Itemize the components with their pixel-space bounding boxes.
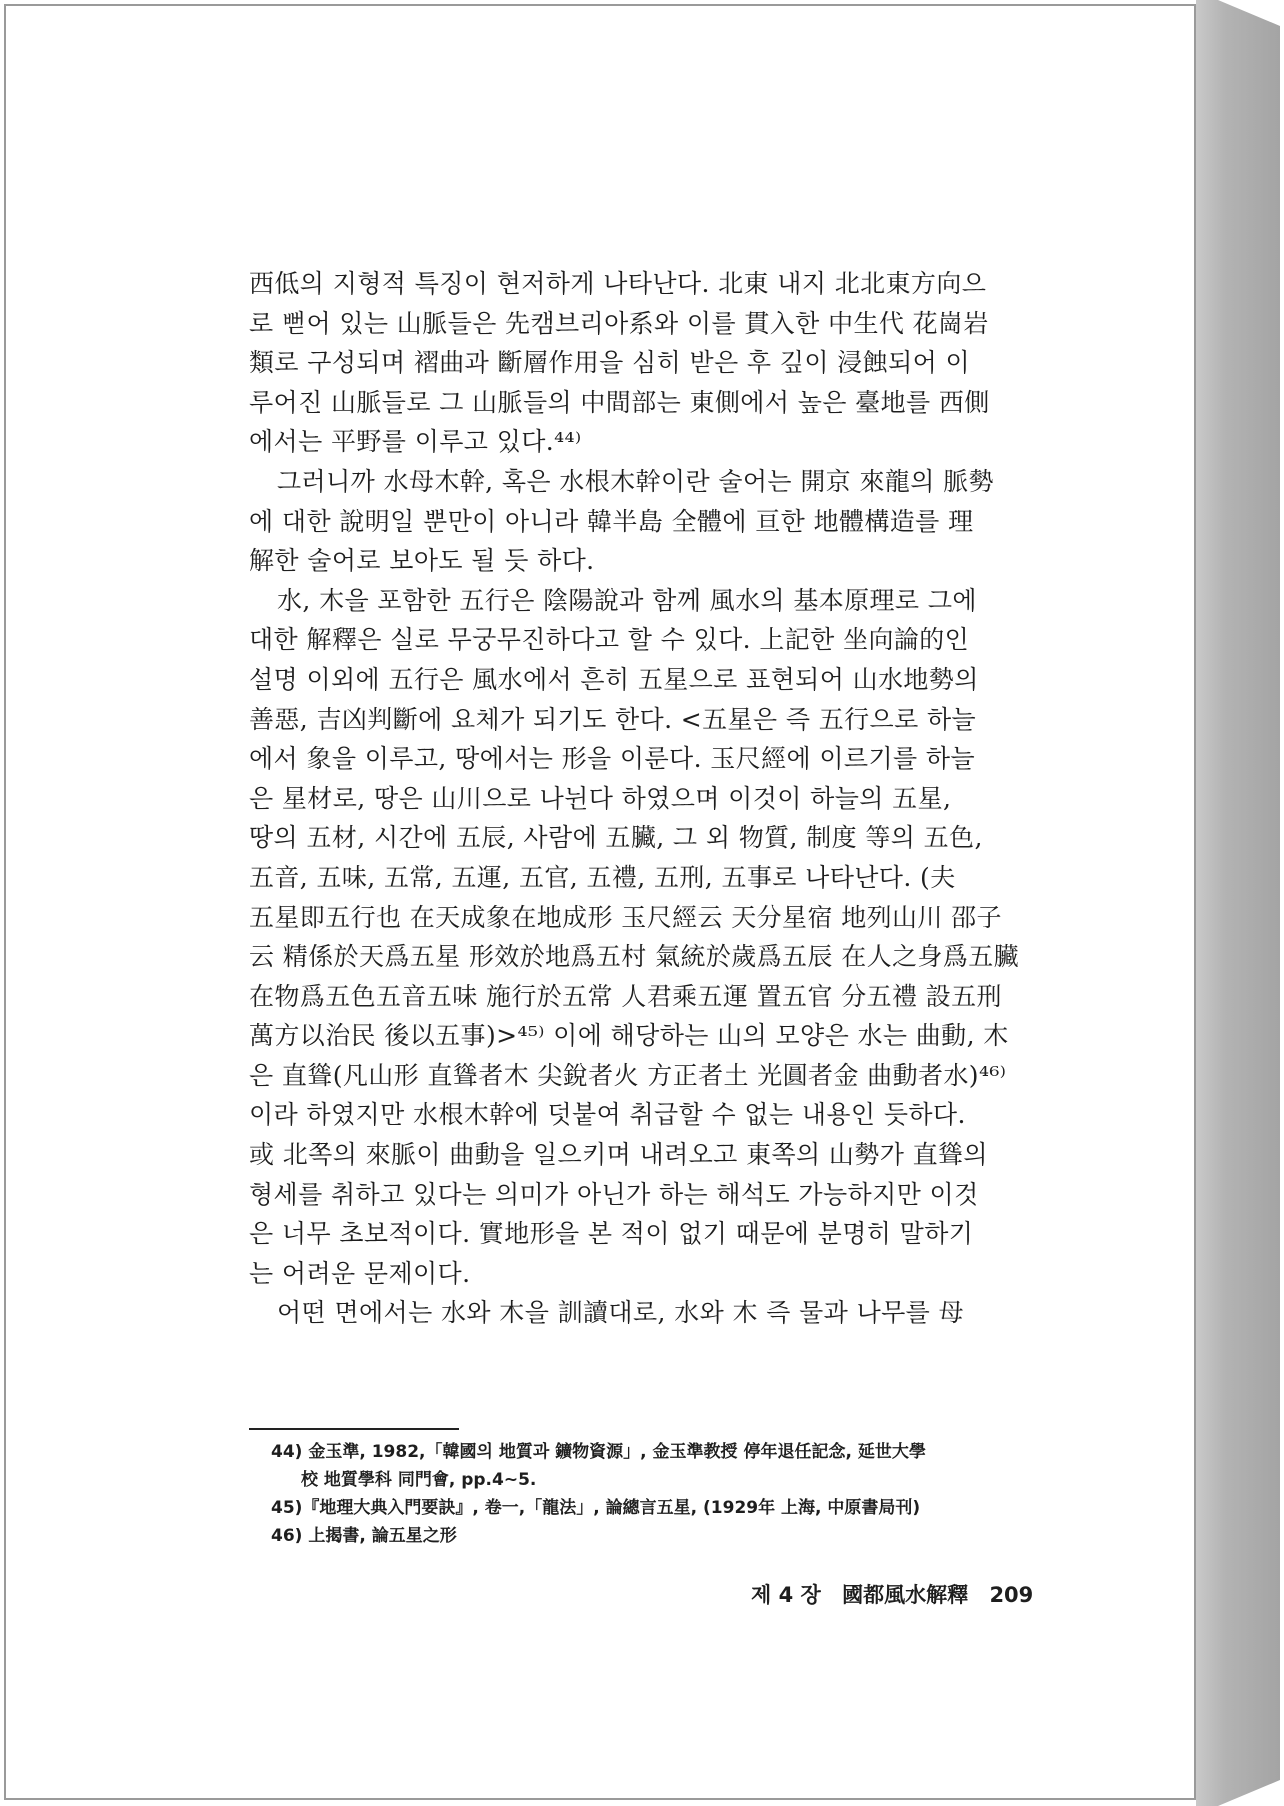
body-line: 어떤 면에서는 水와 木을 訓讀대로, 水와 木 즉 물과 나무를 母: [277, 1298, 964, 1328]
body-line: 云 精係於天爲五星 形效於地爲五村 氣統於歲爲五辰 在人之身爲五臟: [249, 942, 1019, 972]
body-line: 萬方以治民 後以五事)>⁴⁵⁾ 이에 해당하는 山의 모양은 水는 曲動, 木: [249, 1021, 1009, 1051]
book-page: [4, 4, 1196, 1800]
body-line: 은 直聳(凡山形 直聳者木 尖銳者火 方正者土 光圓者金 曲動者水)⁴⁶⁾: [249, 1060, 1007, 1090]
body-line: 五星即五行也 在天成象在地成形 玉尺經云 天分星宿 地列山川 邵子: [249, 902, 1002, 932]
page-number: 209: [989, 1583, 1034, 1607]
footnote-45: 45)『地理大典入門要訣』, 卷一,「龍法」, 論總言五星, (1929年 上海, 中原書局刊): [271, 1498, 921, 1518]
footnotes: [271, 1438, 1091, 1550]
footnote-44-continuation: 校 地質學科 同門會, pp.4~5.: [301, 1470, 537, 1490]
body-line: 설명 이외에 五行은 風水에서 흔히 五星으로 표현되어 山水地勢의: [249, 664, 979, 694]
page-edge-shadow: [1196, 0, 1280, 1806]
body-line: 에서 象을 이루고, 땅에서는 形을 이룬다. 玉尺經에 이르기를 하늘: [249, 744, 976, 774]
body-line: 善惡, 吉凶判斷에 요체가 되기도 한다. <五星은 즉 五行으로 하늘: [249, 704, 977, 734]
chapter-label: 제 4 장: [751, 1583, 821, 1607]
body-line: 類로 구성되며 褶曲과 斷層作用을 심히 받은 후 깊이 浸蝕되어 이: [249, 348, 971, 378]
body-line: 에서는 平野를 이루고 있다.⁴⁴⁾: [249, 427, 582, 457]
body-line: 그러니까 水母木幹, 혹은 水根木幹이란 술어는 開京 來龍의 脈勢: [277, 466, 994, 496]
body-line: 는 어려운 문제이다.: [249, 1258, 471, 1288]
body-line: 이라 하였지만 水根木幹에 덧붙여 취급할 수 없는 내용인 듯하다.: [249, 1100, 966, 1130]
body-text: [249, 264, 1079, 1333]
running-footer: [751, 1580, 1091, 1610]
body-line: 西低의 지형적 특징이 현저하게 나타난다. 北東 내지 北北東方向으: [249, 269, 987, 298]
body-line: 水, 木을 포함한 五行은 陰陽說과 함께 風水의 基本原理로 그에: [277, 585, 977, 615]
body-line: 或 北쪽의 來脈이 曲動을 일으키며 내려오고 東쪽의 山勢가 直聳의: [249, 1140, 988, 1170]
body-line: 은 너무 초보적이다. 實地形을 본 적이 없기 때문에 분명히 말하기: [249, 1219, 974, 1249]
body-line: 은 星材로, 땅은 山川으로 나뉜다 하였으며 이것이 하늘의 五星,: [249, 783, 952, 813]
body-line: 在物爲五色五音五味 施行於五常 人君乘五運 置五官 分五禮 設五刑: [249, 981, 1002, 1011]
footnote-divider: [249, 1428, 459, 1430]
footnote-44: 44) 金玉準, 1982,「韓國의 地質과 鑛物資源」, 金玉準教授 停年退任記念, 延世大學: [271, 1442, 926, 1462]
body-line: 로 뻗어 있는 山脈들은 先캠브리아系와 이를 貫入한 中生代 花崗岩: [249, 308, 989, 338]
body-line: 解한 술어로 보아도 될 듯 하다.: [249, 546, 595, 576]
body-line: 형세를 취하고 있다는 의미가 아닌가 하는 해석도 가능하지만 이것: [249, 1179, 979, 1209]
body-line: 대한 解釋은 실로 무궁무진하다고 할 수 있다. 上記한 坐向論的인: [249, 625, 970, 655]
footnote-46: 46) 上揭書, 論五星之形: [271, 1526, 457, 1546]
body-line: 땅의 五材, 시간에 五辰, 사람에 五臟, 그 외 物質, 制度 等의 五色,: [249, 823, 983, 853]
body-line: 루어진 山脈들로 그 山脈들의 中間部는 東側에서 높은 臺地를 西側: [249, 387, 990, 417]
body-line: 五音, 五味, 五常, 五運, 五官, 五禮, 五刑, 五事로 나타난다. (夫: [249, 862, 956, 892]
body-line: 에 대한 說明일 뿐만이 아니라 韓半島 全體에 亘한 地體構造를 理: [249, 506, 974, 536]
section-title: 國都風水解釋: [842, 1583, 969, 1607]
